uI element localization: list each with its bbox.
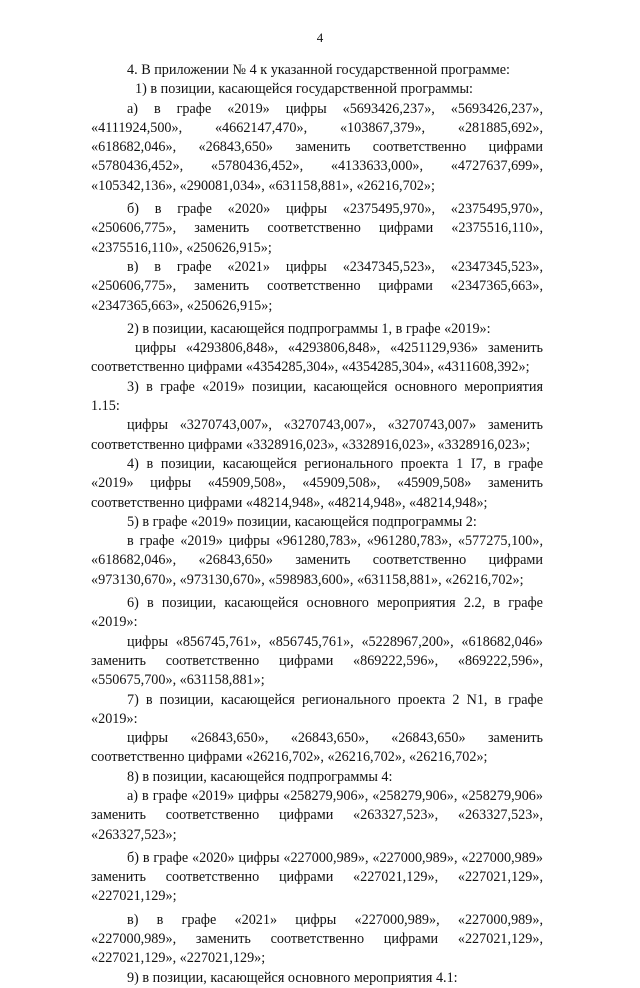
paragraph-item-5-body: в графе «2019» цифры «961280,783», «961280,783», «577275,100», «618682,046», «26843,650» заменить соответственно цифрами «973130,670», «973130,670», «598983,600», «631158,881», «26216,702»; — [91, 533, 543, 588]
paragraph-item-7: 7) в позиции, касающейся регионального проекта 2 N1, в графе «2019»: — [91, 691, 543, 727]
paragraph-item-3: 3) в графе «2019» позиции, касающейся основного мероприятия 1.15: — [91, 378, 543, 415]
paragraph-item-1: 1) в позиции, касающейся государственной программы: — [135, 81, 473, 98]
paragraph-item-1b: б) в графе «2020» цифры «2375495,970», «2375495,970», «250606,775», заменить соответственно цифрами «2375516,110», «2375516,110», «250626,915»; — [91, 201, 543, 256]
paragraph-item-2-body: цифры «4293806,848», «4293806,848», «4251129,936» заменить соответственно цифрами «4354285,304», «4354285,304», «4311608,392»; — [91, 340, 543, 376]
paragraph-item-1v: в) в графе «2021» цифры «2347345,523», «2347345,523», «250606,775», заменить соответственно цифрами «2347365,663», «2347365,663», «250626,915»; — [91, 258, 543, 314]
paragraph-item-6-body: цифры «856745,761», «856745,761», «5228967,200», «618682,046» заменить соответственно цифрами «869222,596», «869222,596», «550675,700», «631158,881»; — [91, 633, 543, 689]
paragraph-item-2: 2) в позиции, касающейся подпрограммы 1, в графе «2019»: — [127, 320, 491, 337]
paragraph-item-1a: а) в графе «2019» цифры «5693426,237», «5693426,237», «4111924,500», «4662147,470», «103867,379», «281885,692», «618682,046», «26843,650» заменить соответственно цифрами «5780436,452», «5780436,452», «4133633,000», «4727637,699», «105342,136», «290081,034», «631158,881», «26216,702»; — [91, 100, 543, 194]
paragraph-item-3-body: цифры «3270743,007», «3270743,007», «3270743,007» заменить соответственно цифрами «3328916,023», «3328916,023», «3328916,023»; — [91, 417, 543, 453]
paragraph-item-8b: б) в графе «2020» цифры «227000,989», «227000,989», «227000,989» заменить соответственно цифрами «227021,129», «227021,129», «227021,129»; — [91, 849, 543, 905]
paragraph-item-4: 4) в позиции, касающейся регионального проекта 1 I7, в графе «2019» цифры «45909,508», «45909,508», «45909,508» заменить соответственно цифрами «48214,948», «48214,948», «48214,948»; — [91, 455, 543, 511]
paragraph-section-4: 4. В приложении № 4 к указанной государственной программе: — [127, 62, 510, 78]
page-number: 4 — [316, 30, 324, 45]
paragraph-item-8v: в) в графе «2021» цифры «227000,989», «227000,989», «227000,989», заменить соответственно цифрами «227021,129», «227021,129», «227021,129»; — [91, 911, 543, 967]
paragraph-item-6: 6) в позиции, касающейся основного мероприятия 2.2, в графе «2019»: — [91, 595, 543, 631]
paragraph-item-7-body: цифры «26843,650», «26843,650», «26843,650» заменить соответственно цифрами «26216,702», «26216,702», «26216,702»; — [91, 730, 543, 766]
paragraph-item-8a: а) в графе «2019» цифры «258279,906», «258279,906», «258279,906» заменить соответственно цифрами «263327,523», «263327,523», «263327,523»; — [91, 787, 543, 843]
paragraph-item-9: 9) в позиции, касающейся основного мероприятия 4.1: — [127, 969, 458, 986]
paragraph-item-8: 8) в позиции, касающейся подпрограммы 4: — [127, 768, 393, 785]
paragraph-item-5: 5) в графе «2019» позиции, касающейся подпрограммы 2: — [127, 513, 477, 530]
document-body — [91, 61, 543, 988]
